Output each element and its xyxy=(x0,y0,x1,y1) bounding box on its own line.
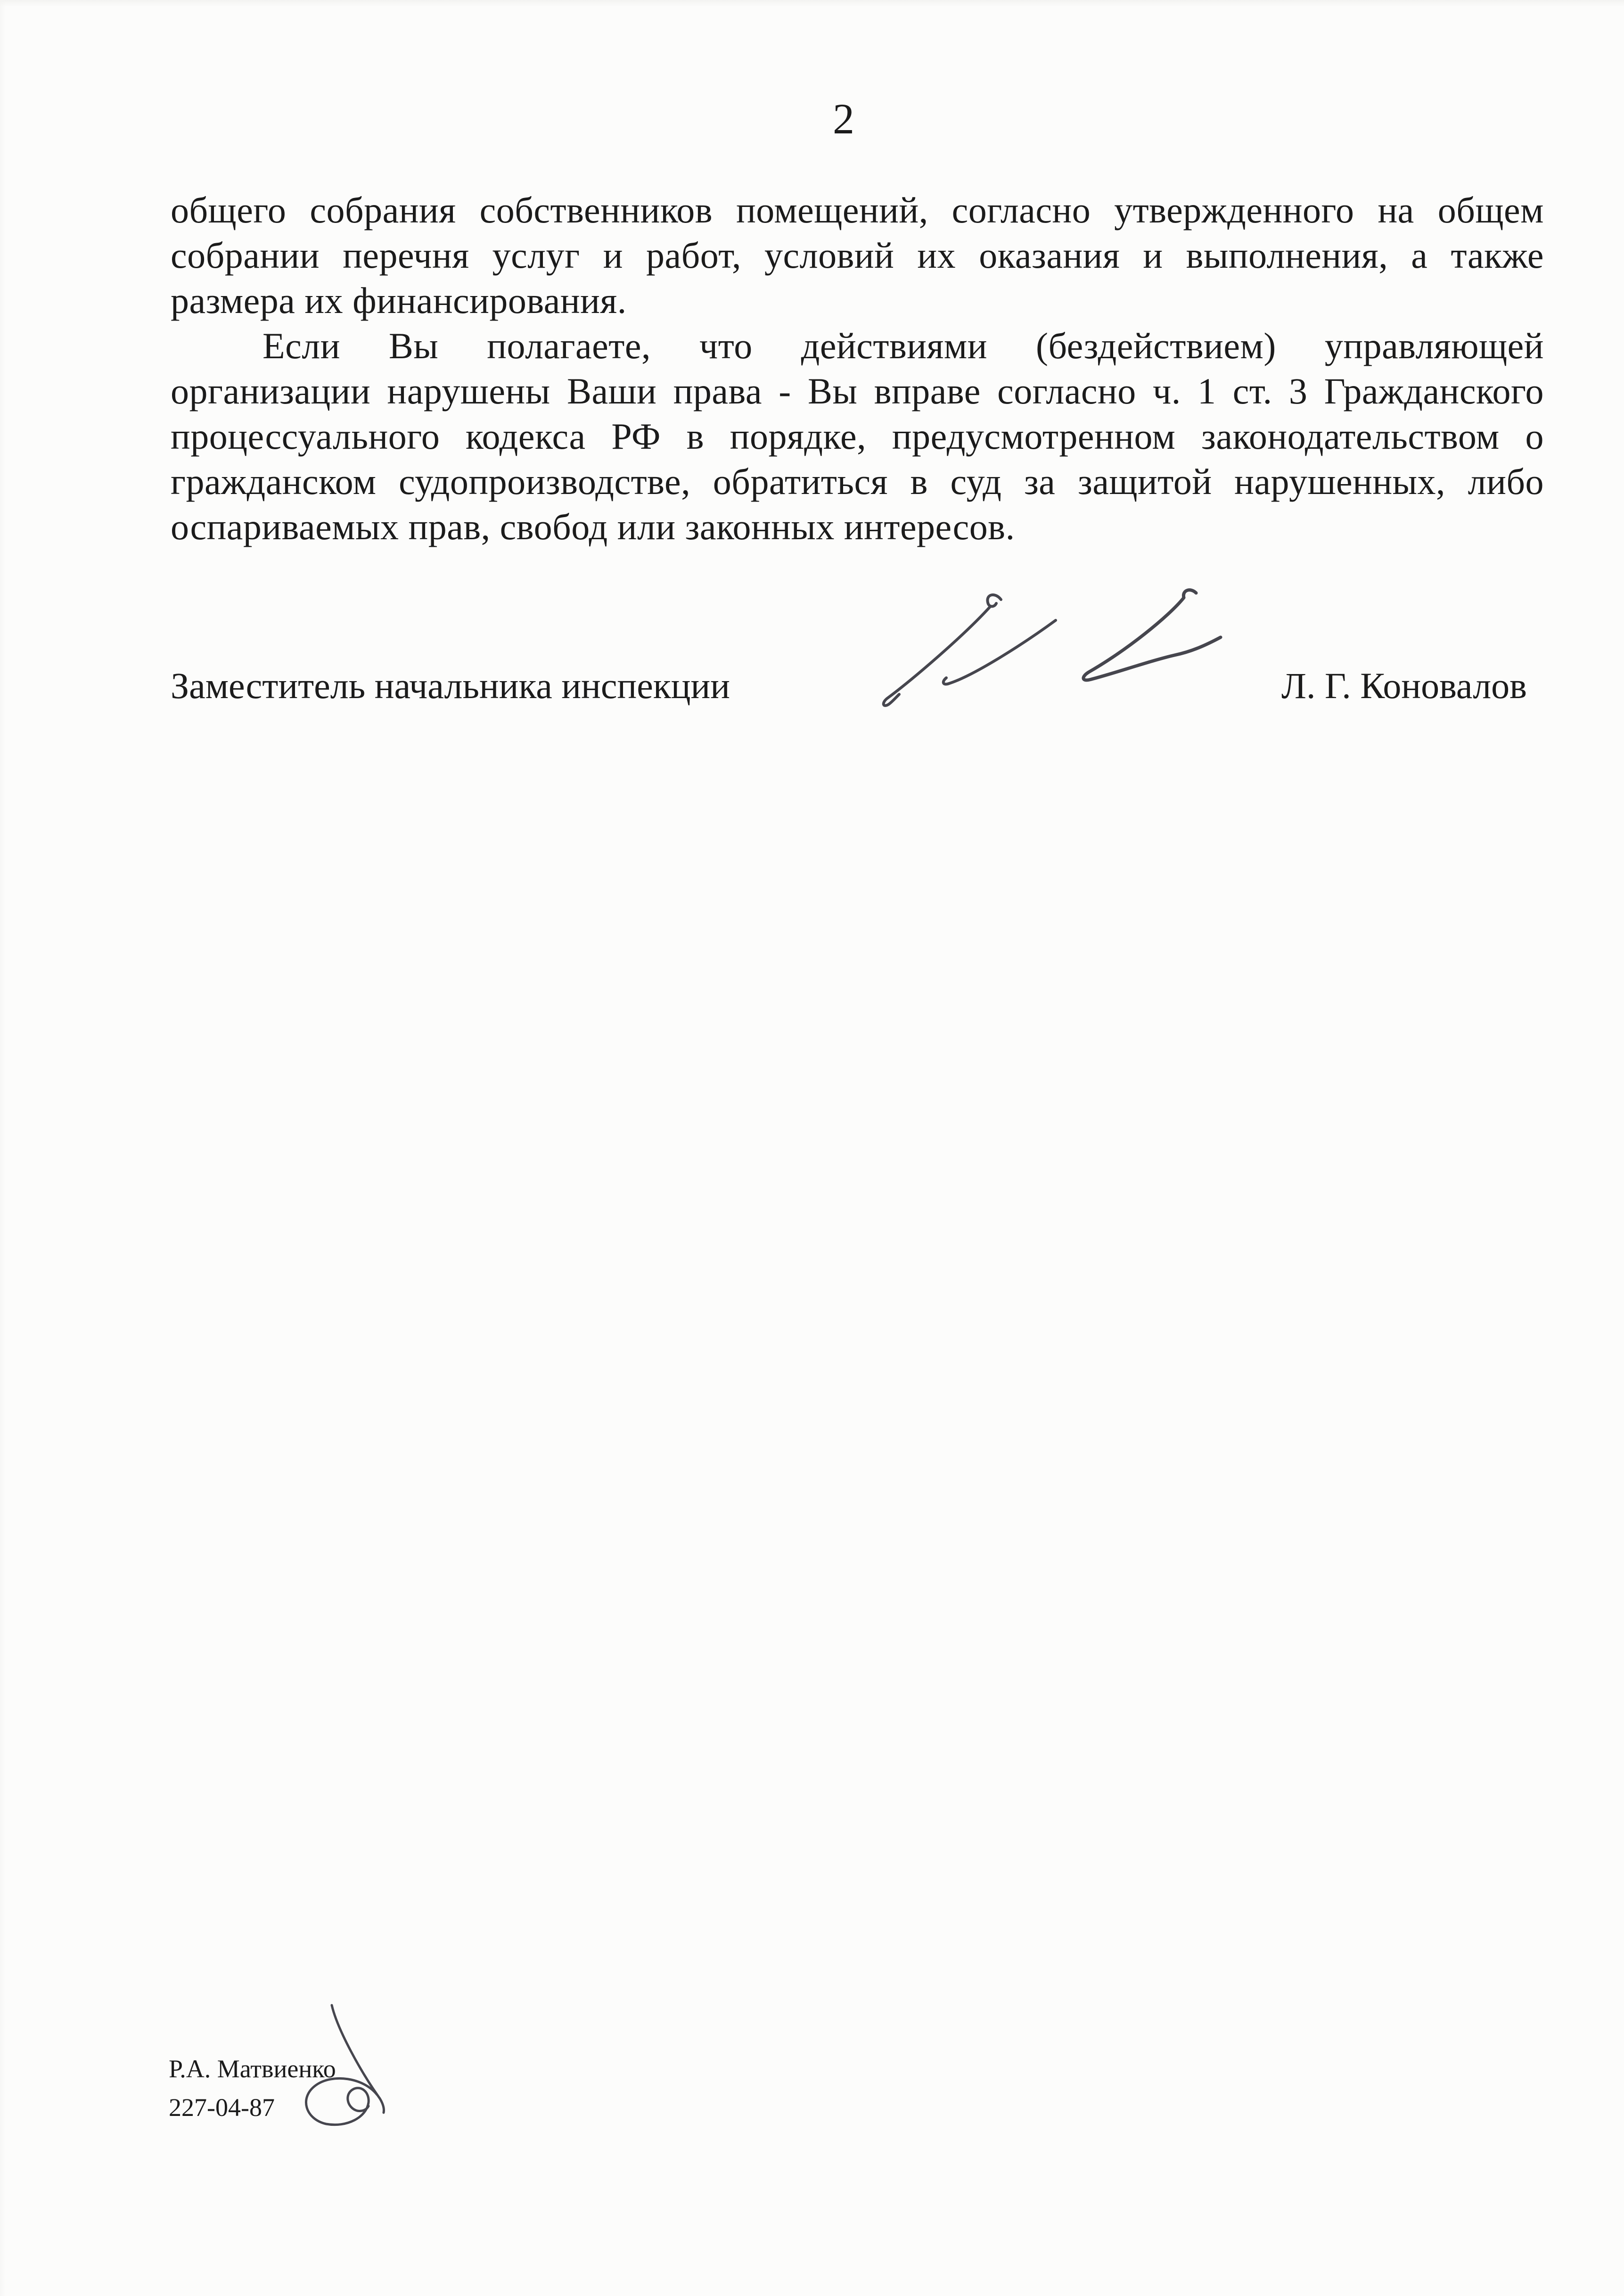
text-line: процессуального кодекса РФ в порядке, предусмотренном законодательством о xyxy=(171,416,1544,457)
text-line: организации нарушены Ваши права - Вы вправе согласно ч. 1 ст. 3 Гражданского xyxy=(171,370,1544,411)
scan-edge-artifact xyxy=(0,0,1624,7)
text-line: гражданском судопроизводстве, обратиться в суд за защитой нарушенных, либо xyxy=(171,461,1544,502)
paraph-icon xyxy=(292,1999,434,2140)
scan-side-artifact xyxy=(0,0,6,2296)
text-line: общего собрания собственников помещений, согласно утвержденного на общем xyxy=(171,189,1544,230)
signatory-name: Л. Г. Коновалов xyxy=(1281,665,1527,706)
text-line: размера их финансирования. xyxy=(171,280,627,321)
executor-phone: 227-04-87 xyxy=(169,2093,275,2122)
page-number: 2 xyxy=(833,95,854,143)
executor-name: Р.А. Матвиенко xyxy=(169,2055,336,2083)
signatory-title: Заместитель начальника инспекции xyxy=(171,665,730,706)
text-line: собрании перечня услуг и работ, условий их оказания и выполнения, а также xyxy=(171,235,1544,276)
body-text xyxy=(171,188,1544,550)
text-line: оспариваемых прав, свобод или законных интересов. xyxy=(171,506,1015,547)
paragraph xyxy=(171,188,1544,323)
signature-icon xyxy=(867,580,1244,716)
paragraph xyxy=(171,323,1544,550)
text-line: Если Вы полагаете, что действиями (бездействием) управляющей xyxy=(262,325,1544,366)
